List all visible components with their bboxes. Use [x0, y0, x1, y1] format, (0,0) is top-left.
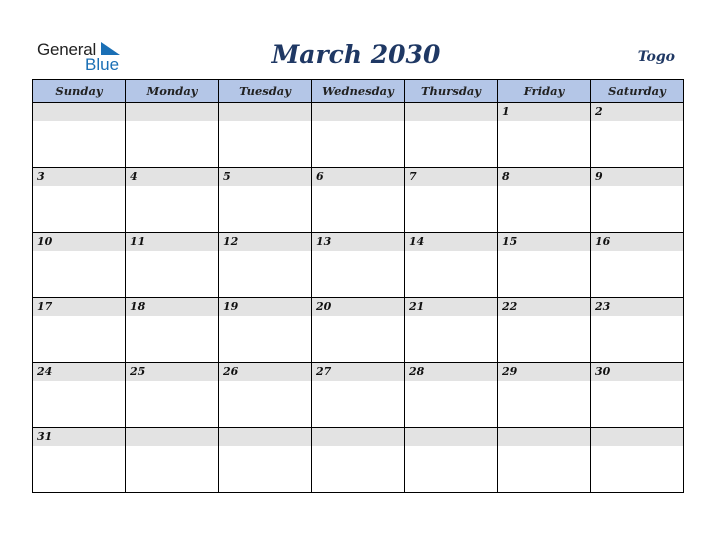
day-cell: [126, 298, 219, 363]
day-number: 2: [591, 103, 683, 121]
calendar-grid: [32, 79, 684, 493]
day-number: 16: [591, 233, 683, 251]
day-cell: [33, 428, 126, 493]
day-cell: [498, 233, 591, 298]
day-number: 10: [33, 233, 125, 251]
day-cell: [498, 428, 591, 493]
day-number: 20: [312, 298, 404, 316]
day-number: [591, 428, 683, 446]
day-cell: [219, 298, 312, 363]
day-number: 13: [312, 233, 404, 251]
day-number: 5: [219, 168, 311, 186]
day-number: 25: [126, 363, 218, 381]
weekday-header: Wednesday: [312, 80, 405, 103]
day-number: 7: [405, 168, 497, 186]
day-number: [126, 428, 218, 446]
day-cell: [405, 168, 498, 233]
day-cell: [219, 103, 312, 168]
day-number: 3: [33, 168, 125, 186]
day-number: [126, 103, 218, 121]
weekday-header: Monday: [126, 80, 219, 103]
day-cell: [126, 363, 219, 428]
day-cell: [33, 103, 126, 168]
weekday-header: Saturday: [591, 80, 684, 103]
day-cell: [219, 168, 312, 233]
day-number: 31: [33, 428, 125, 446]
day-number: 14: [405, 233, 497, 251]
day-cell: [312, 363, 405, 428]
week-row: [33, 363, 684, 428]
day-number: 6: [312, 168, 404, 186]
week-row: [33, 233, 684, 298]
day-number: 18: [126, 298, 218, 316]
day-cell: [126, 428, 219, 493]
day-number: [405, 103, 497, 121]
weekday-header-row: [33, 80, 684, 103]
logo-text-general: General: [37, 40, 97, 59]
day-number: 19: [219, 298, 311, 316]
day-number: 8: [498, 168, 590, 186]
weekday-header: Sunday: [33, 80, 126, 103]
day-cell: [591, 103, 684, 168]
day-number: 21: [405, 298, 497, 316]
day-cell: [498, 168, 591, 233]
day-cell: [33, 233, 126, 298]
day-cell: [591, 233, 684, 298]
calendar-title: March 2030: [271, 40, 441, 69]
day-cell: [219, 233, 312, 298]
day-number: 11: [126, 233, 218, 251]
day-cell: [126, 168, 219, 233]
day-cell: [312, 103, 405, 168]
day-cell: [33, 298, 126, 363]
week-row: [33, 298, 684, 363]
week-row: [33, 168, 684, 233]
day-cell: [405, 103, 498, 168]
day-number: 29: [498, 363, 590, 381]
day-cell: [312, 428, 405, 493]
day-cell: [219, 363, 312, 428]
day-number: [312, 103, 404, 121]
day-cell: [33, 168, 126, 233]
day-number: 24: [33, 363, 125, 381]
day-number: 27: [312, 363, 404, 381]
day-number: 4: [126, 168, 218, 186]
day-cell: [498, 103, 591, 168]
day-cell: [591, 363, 684, 428]
day-cell: [498, 363, 591, 428]
day-cell: [312, 298, 405, 363]
day-number: 23: [591, 298, 683, 316]
country-label: Togo: [637, 49, 675, 65]
day-cell: [405, 428, 498, 493]
week-row: [33, 428, 684, 493]
day-cell: [219, 428, 312, 493]
day-cell: [405, 298, 498, 363]
day-cell: [591, 298, 684, 363]
day-cell: [126, 233, 219, 298]
day-cell: [126, 103, 219, 168]
day-number: 1: [498, 103, 590, 121]
day-cell: [498, 298, 591, 363]
day-number: 22: [498, 298, 590, 316]
day-number: [219, 103, 311, 121]
day-cell: [312, 168, 405, 233]
weekday-header: Friday: [498, 80, 591, 103]
day-cell: [405, 233, 498, 298]
day-cell: [33, 363, 126, 428]
day-number: 15: [498, 233, 590, 251]
logo-text-blue: Blue: [85, 55, 120, 74]
day-number: 26: [219, 363, 311, 381]
day-number: 9: [591, 168, 683, 186]
weekday-header: Thursday: [405, 80, 498, 103]
day-cell: [312, 233, 405, 298]
day-number: 12: [219, 233, 311, 251]
day-number: [312, 428, 404, 446]
day-number: 28: [405, 363, 497, 381]
week-row: [33, 103, 684, 168]
day-cell: [591, 168, 684, 233]
day-number: 17: [33, 298, 125, 316]
day-number: [498, 428, 590, 446]
day-number: [219, 428, 311, 446]
day-cell: [405, 363, 498, 428]
day-cell: [591, 428, 684, 493]
day-number: 30: [591, 363, 683, 381]
day-number: [33, 103, 125, 121]
day-number: [405, 428, 497, 446]
weekday-header: Tuesday: [219, 80, 312, 103]
